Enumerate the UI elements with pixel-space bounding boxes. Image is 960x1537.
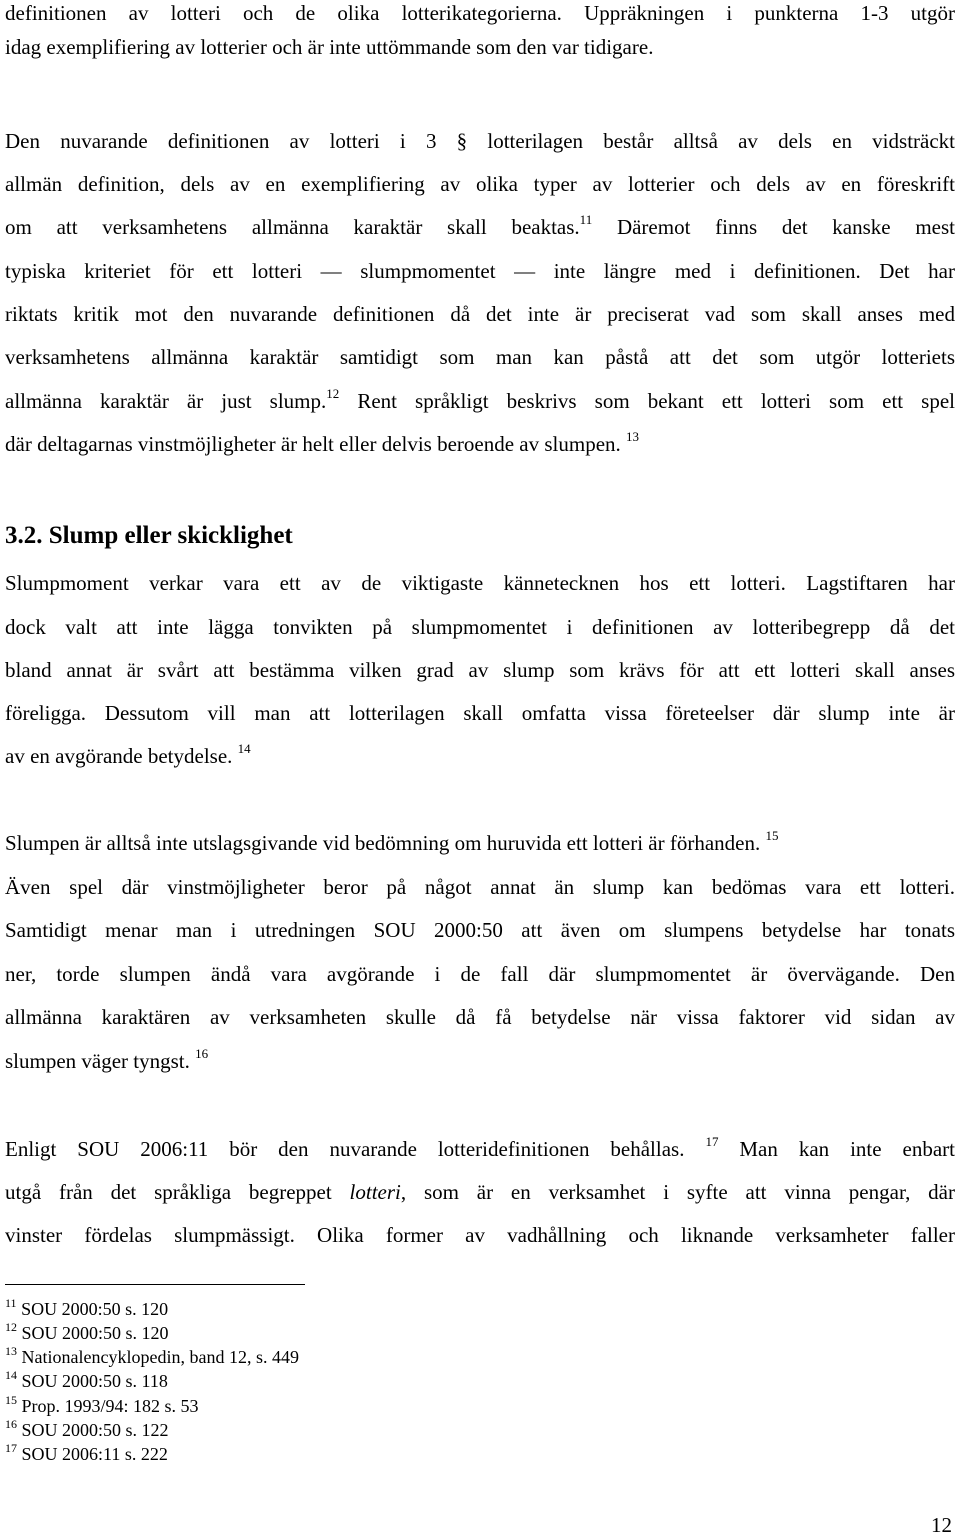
footnote-text: SOU 2006:11 s. 222 (21, 1444, 168, 1464)
text-line: riktats kritik mot den nuvarande definitionen då det inte är preciserat vad som skall anses med (5, 302, 955, 326)
page-number: 12 (931, 1513, 952, 1537)
text-line: Samtidigt menar man i utredningen SOU 2000:50 att även om slumpens betydelse har tonats (5, 918, 955, 942)
footnote-number: 15 (5, 1393, 17, 1407)
text-span: , som är en verksamhet i syfte att vinna pengar, där (400, 1180, 955, 1204)
text-line: föreligga. Dessutom vill man att lotterilagen skall omfatta vissa företeelser där slump inte är (5, 701, 955, 725)
text-span: Rent språkligt beskrivs som bekant ett lotteri som ett spel (339, 389, 956, 413)
text-span: där deltagarnas vinstmöjligheter är helt eller delvis beroende av slumpen. (5, 432, 621, 456)
footnote-ref[interactable]: 15 (765, 828, 779, 843)
footnote-number: 11 (5, 1296, 17, 1310)
text-line: Även spel där vinstmöjligheter beror på något annat än slump kan bedömas vara ett lotteri. (5, 875, 955, 899)
footnote-ref[interactable]: 13 (626, 429, 640, 444)
footnote-ref[interactable]: 17 (705, 1134, 719, 1149)
footnote (5, 1395, 199, 1417)
text-line: Slumpmoment verkar vara ett av de viktigaste kännetecknen hos ett lotteri. Lagstiftaren har (5, 571, 955, 595)
text-line: allmän definition, dels av en exemplifiering av olika typer av lotterier och dels av en föreskrift (5, 172, 955, 196)
footnote-number: 14 (5, 1368, 17, 1382)
text-line: dock valt att inte lägga tonvikten på slumpmomentet i definitionen av lotteribegrepp då det (5, 615, 955, 639)
footnote-number: 12 (5, 1320, 17, 1334)
text-line: vinster fördelas slumpmässigt. Olika former av vadhållning och liknande verksamheter faller (5, 1223, 955, 1247)
footnote (5, 1346, 299, 1368)
footnote (5, 1419, 169, 1441)
text-line (5, 1136, 955, 1162)
footnote-ref[interactable]: 16 (195, 1046, 209, 1061)
footnote-text: Nationalencyklopedin, band 12, s. 449 (21, 1347, 299, 1367)
text-line (5, 1048, 955, 1074)
footnote (5, 1298, 168, 1320)
footnote-number: 17 (5, 1441, 17, 1455)
text-line (5, 1179, 955, 1205)
footnote-separator (5, 1284, 305, 1285)
footnote-number: 13 (5, 1344, 17, 1358)
text-line: allmänna karaktären av verksamheten skulle då få betydelse när vissa faktorer vid sidan av (5, 1005, 955, 1029)
text-span: Enligt SOU 2006:11 bör den nuvarande lotteridefinitionen behållas. (5, 1137, 685, 1161)
text-span: Man kan inte enbart (718, 1137, 955, 1161)
footnote-text: Prop. 1993/94: 182 s. 53 (21, 1396, 199, 1416)
text-line: bland annat är svårt att bestämma vilken grad av slump som krävs för att ett lotteri skall anses (5, 658, 955, 682)
footnote (5, 1370, 168, 1392)
text-span: av en avgörande betydelse. (5, 744, 233, 768)
footnote-ref[interactable]: 14 (237, 741, 251, 756)
text-line (5, 830, 955, 856)
text-line: idag exemplifiering av lotterier och är inte uttömmande som den var tidigare. (5, 35, 654, 59)
text-line: definitionen av lotteri och de olika lotterikategorierna. Uppräkningen i punkterna 1-3 utgör (5, 1, 955, 25)
text-span: om att verksamhetens allmänna karaktär skall beaktas. (5, 215, 580, 239)
text-line: verksamhetens allmänna karaktär samtidigt som man kan påstå att det som utgör lotteriets (5, 345, 955, 369)
text-line: Den nuvarande definitionen av lotteri i 3 § lotterilagen består alltså av dels en vidsträckt (5, 129, 955, 153)
footnote-text: SOU 2000:50 s. 120 (21, 1323, 169, 1343)
text-span: Däremot finns det kanske mest (592, 215, 955, 239)
footnote-ref[interactable]: 12 (326, 386, 340, 401)
text-line (5, 743, 955, 769)
footnote-number: 16 (5, 1417, 17, 1431)
text-span: utgå från det språkliga begreppet (5, 1180, 350, 1204)
text-span: Slumpen är alltså inte utslagsgivande vid bedömning om huruvida ett lotteri är förhanden. (5, 831, 761, 855)
footnote-ref[interactable]: 11 (579, 212, 593, 227)
footnote (5, 1443, 168, 1465)
footnote-text: SOU 2000:50 s. 120 (21, 1299, 169, 1319)
italic-term: lotteri (349, 1180, 401, 1204)
text-line (5, 214, 955, 240)
text-line: typiska kriteriet för ett lotteri — slumpmomentet — inte längre med i definitionen. Det har (5, 259, 955, 283)
footnote (5, 1322, 169, 1344)
footnote-text: SOU 2000:50 s. 122 (21, 1420, 169, 1440)
text-span: slumpen väger tyngst. (5, 1049, 190, 1073)
section-heading: 3.2. Slump eller skicklighet (5, 522, 293, 549)
text-line: ner, torde slumpen ändå vara avgörande i de fall där slumpmomentet är övervägande. Den (5, 962, 955, 986)
footnote-text: SOU 2000:50 s. 118 (21, 1371, 168, 1391)
text-span: allmänna karaktär är just slump. (5, 389, 327, 413)
text-line (5, 431, 955, 457)
text-line (5, 388, 955, 414)
